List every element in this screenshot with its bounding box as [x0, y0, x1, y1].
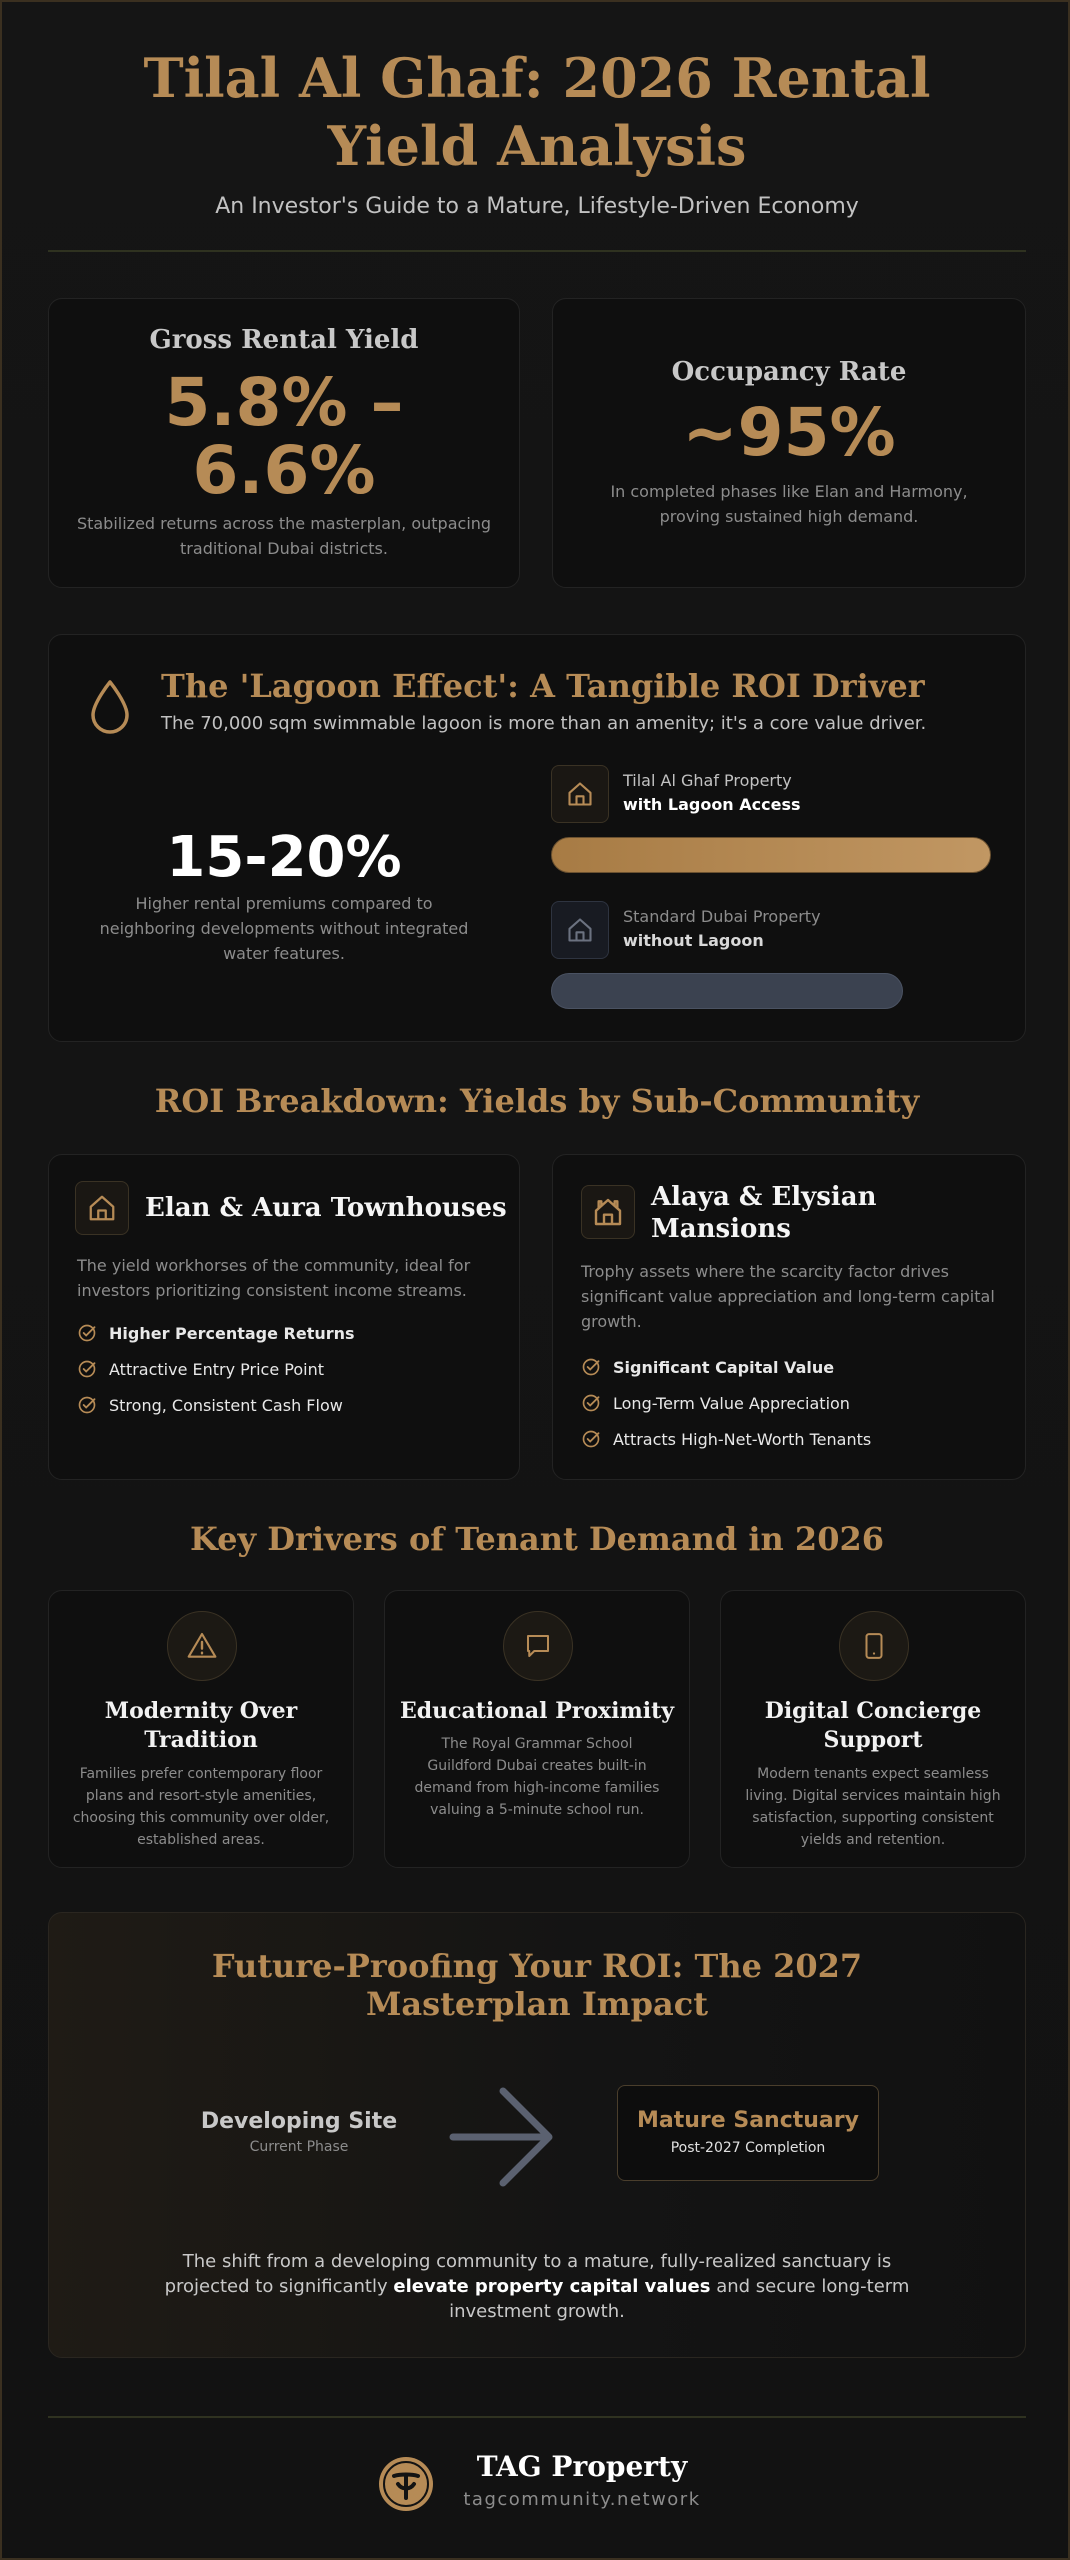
driver-icon-circle: [839, 1611, 909, 1681]
driver-title: Educational Proximity: [399, 1698, 675, 1724]
driver-description: Modern tenants expect seamless living. Digital services maintain high satisfaction, supporting consistent yields and retention.: [745, 1766, 1001, 1848]
lagoon-bar: [551, 837, 991, 873]
community-icon-box: [581, 1185, 635, 1239]
stat-card-occupancy: [552, 298, 1026, 588]
stat-card-yield: [48, 298, 520, 588]
standard-bar: [551, 973, 903, 1009]
compare-line2: without Lagoon: [623, 931, 764, 950]
community-description: The yield workhorses of the community, ideal for investors prioritizing consistent income streams.: [77, 1256, 471, 1300]
check-item-label: Attractive Entry Price Point: [109, 1359, 325, 1379]
check-item: [77, 1359, 324, 1379]
driver-title: Digital Concierge Support: [764, 1698, 982, 1753]
roi-card-townhouses: [48, 1154, 520, 1480]
house-icon: [566, 780, 594, 808]
driver-icon-circle: [503, 1611, 573, 1681]
future-card: [48, 1912, 1026, 2358]
future-description: [139, 2249, 935, 2324]
check-item-label: Long-Term Value Appreciation: [613, 1393, 850, 1413]
check-item-label: Strong, Consistent Cash Flow: [109, 1395, 343, 1415]
future-phase-box: [617, 2085, 879, 2181]
page-title: Tilal Al Ghaf: 2026 Rental Yield Analysis: [143, 46, 931, 178]
compare-bar-track: [551, 837, 991, 873]
compare-line2: with Lagoon Access: [623, 795, 801, 814]
compare-line1: Standard Dubai Property: [623, 907, 821, 926]
check-item: [77, 1395, 343, 1415]
roi-card-mansions: [552, 1154, 1026, 1480]
mansion-icon: [592, 1196, 624, 1228]
current-phase-sub: Current Phase: [249, 2139, 349, 2155]
brand-logo: [376, 2454, 436, 2514]
driver-card: [720, 1590, 1026, 1868]
stat-description: In completed phases like Elan and Harmony, proving sustained high demand.: [610, 482, 968, 526]
house-icon: [566, 916, 594, 944]
driver-description: The Royal Grammar School Guildford Dubai creates built-in demand from high-income families valuing a 5-minute school run.: [414, 1736, 660, 1818]
stat-value: ~95%: [682, 394, 896, 471]
divider: [48, 2416, 1026, 2418]
stat-description: Stabilized returns across the masterplan, outpacing traditional Dubai districts.: [76, 514, 492, 558]
future-title: Future-Proofing Your ROI: The 2027 Masterplan Impact: [211, 1947, 863, 2023]
driver-card: [48, 1590, 354, 1868]
lagoon-subtitle: The 70,000 sqm swimmable lagoon is more than an amenity; it's a core value driver.: [161, 713, 927, 734]
drivers-section-title: Key Drivers of Tenant Demand in 2026: [190, 1520, 884, 1558]
check-circle-icon: [77, 1395, 97, 1415]
property-icon-box: [551, 765, 609, 823]
community-description: Trophy assets where the scarcity factor drives significant value appreciation and long-term capital growth.: [581, 1262, 995, 1331]
premium-value: 15-20%: [166, 825, 402, 890]
footer-brand: TAG Property: [476, 2450, 688, 2483]
future-phase-sub: Post-2027 Completion: [670, 2140, 826, 2156]
lagoon-card: [48, 634, 1026, 1042]
check-item-label: Attracts High-Net-Worth Tenants: [613, 1429, 872, 1449]
check-item: [581, 1357, 834, 1377]
divider: [48, 250, 1026, 252]
stat-label: Occupancy Rate: [671, 357, 907, 387]
community-name: Elan & Aura Townhouses: [145, 1193, 507, 1223]
compare-bar-track: [551, 973, 991, 1009]
stat-label: Gross Rental Yield: [149, 325, 419, 355]
check-circle-icon: [77, 1359, 97, 1379]
lagoon-title: The 'Lagoon Effect': A Tangible ROI Driver: [161, 667, 925, 705]
roi-section-title: ROI Breakdown: Yields by Sub-Community: [154, 1082, 920, 1120]
house-icon: [87, 1193, 117, 1223]
check-item-label: Significant Capital Value: [613, 1357, 835, 1377]
community-icon-box: [75, 1181, 129, 1235]
stat-value: 5.8% – 6.6%: [164, 364, 404, 509]
future-text-bold: elevate property capital values: [393, 2276, 711, 2297]
water-drop-icon: [87, 677, 133, 735]
community-name: Alaya & Elysian Mansions: [651, 1182, 877, 1244]
phone-icon: [859, 1631, 889, 1661]
chat-icon: [523, 1631, 553, 1661]
footer-url[interactable]: tagcommunity.network: [463, 2489, 701, 2510]
future-phase-label: Mature Sanctuary: [637, 2108, 859, 2133]
future-text-before: The shift from a developing community to a mature, fully-realized sanctuary is projected to significantly: [164, 2251, 892, 2297]
check-item: [581, 1429, 871, 1449]
check-circle-icon: [581, 1357, 601, 1377]
compare-line1: Tilal Al Ghaf Property: [623, 771, 792, 790]
current-phase-label: Developing Site: [200, 2109, 398, 2134]
driver-card: [384, 1590, 690, 1868]
check-circle-icon: [581, 1393, 601, 1413]
check-circle-icon: [77, 1323, 97, 1343]
arrow-right-icon: [445, 2077, 565, 2197]
driver-description: Families prefer contemporary floor plans and resort-style amenities, choosing this community over older, established areas.: [72, 1766, 330, 1848]
future-text-after: and secure long-term investment growth.: [449, 2276, 910, 2322]
driver-title: Modernity Over Tradition: [104, 1698, 298, 1753]
premium-description: Higher rental premiums compared to neighboring developments without integrated water features.: [99, 894, 469, 963]
check-item: [581, 1393, 850, 1413]
check-circle-icon: [581, 1429, 601, 1449]
check-item-label: Higher Percentage Returns: [109, 1323, 355, 1343]
warning-icon: [186, 1630, 218, 1662]
check-item: [77, 1323, 355, 1343]
driver-icon-circle: [167, 1611, 237, 1681]
page-subtitle: An Investor's Guide to a Mature, Lifestyle-Driven Economy: [215, 194, 859, 219]
property-icon-box: [551, 901, 609, 959]
